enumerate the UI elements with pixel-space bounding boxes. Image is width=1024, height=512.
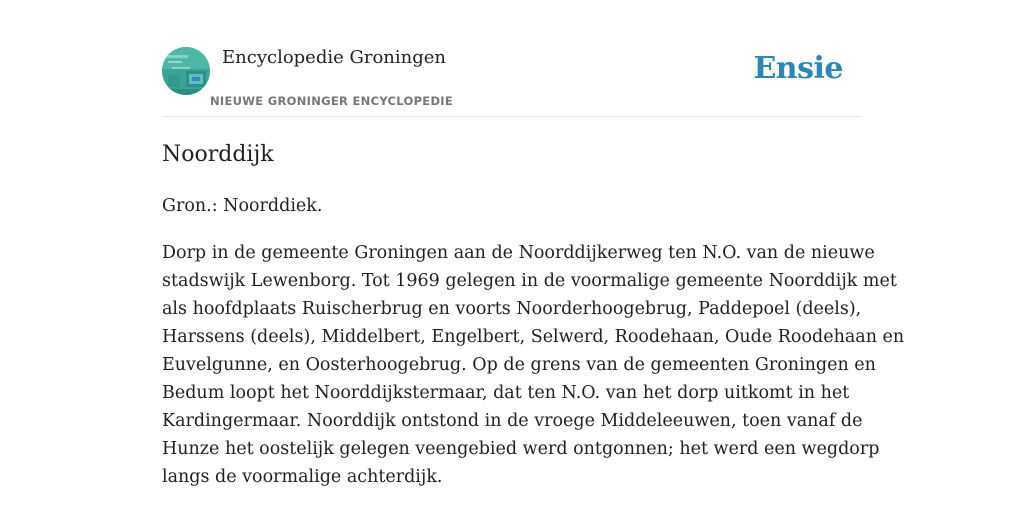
body-line: Dorp in de gemeente Groningen aan de Noorddijkerweg ten N.O. van de nieuwe xyxy=(162,243,875,263)
article-body xyxy=(162,239,905,491)
dialect-name: Gron.: Noorddiek. xyxy=(162,196,323,216)
page-container xyxy=(162,0,905,487)
publication-header xyxy=(162,0,862,117)
publication-avatar[interactable] xyxy=(162,47,210,95)
publication-title[interactable]: Encyclopedie Groningen xyxy=(222,47,447,68)
body-line: Hunze het oostelijk gelegen veengebied werd ontgonnen; het werd een wegdorp xyxy=(162,439,880,459)
body-line: langs de voormalige achterdijk. xyxy=(162,467,443,487)
publication-subtitle: NIEUWE GRONINGER ENCYCLOPEDIE xyxy=(210,94,454,108)
body-line: Kardingermaar. Noorddijk ontstond in de vroege Middeleeuwen, toen vanaf de xyxy=(162,411,863,431)
body-line: Bedum loopt het Noorddijkstermaar, dat ten N.O. van het dorp uitkomt in het xyxy=(162,383,850,403)
body-line: stadswijk Lewenborg. Tot 1969 gelegen in de voormalige gemeente Noorddijk met xyxy=(162,271,897,291)
body-line: Euvelgunne, en Oosterhoogebrug. Op de grens van de gemeenten Groningen en xyxy=(162,355,876,375)
brand-logo[interactable]: Ensie xyxy=(753,51,843,86)
body-line: Harssens (deels), Middelbert, Engelbert, Selwerd, Roodehaan, Oude Roodehaan en xyxy=(162,327,905,347)
body-line: als hoofdplaats Ruischerbrug en voorts Noorderhoogebrug, Paddepoel (deels), xyxy=(162,299,862,319)
encyclopedia-cover-icon xyxy=(162,47,210,95)
article-title: Noorddijk xyxy=(162,142,274,167)
